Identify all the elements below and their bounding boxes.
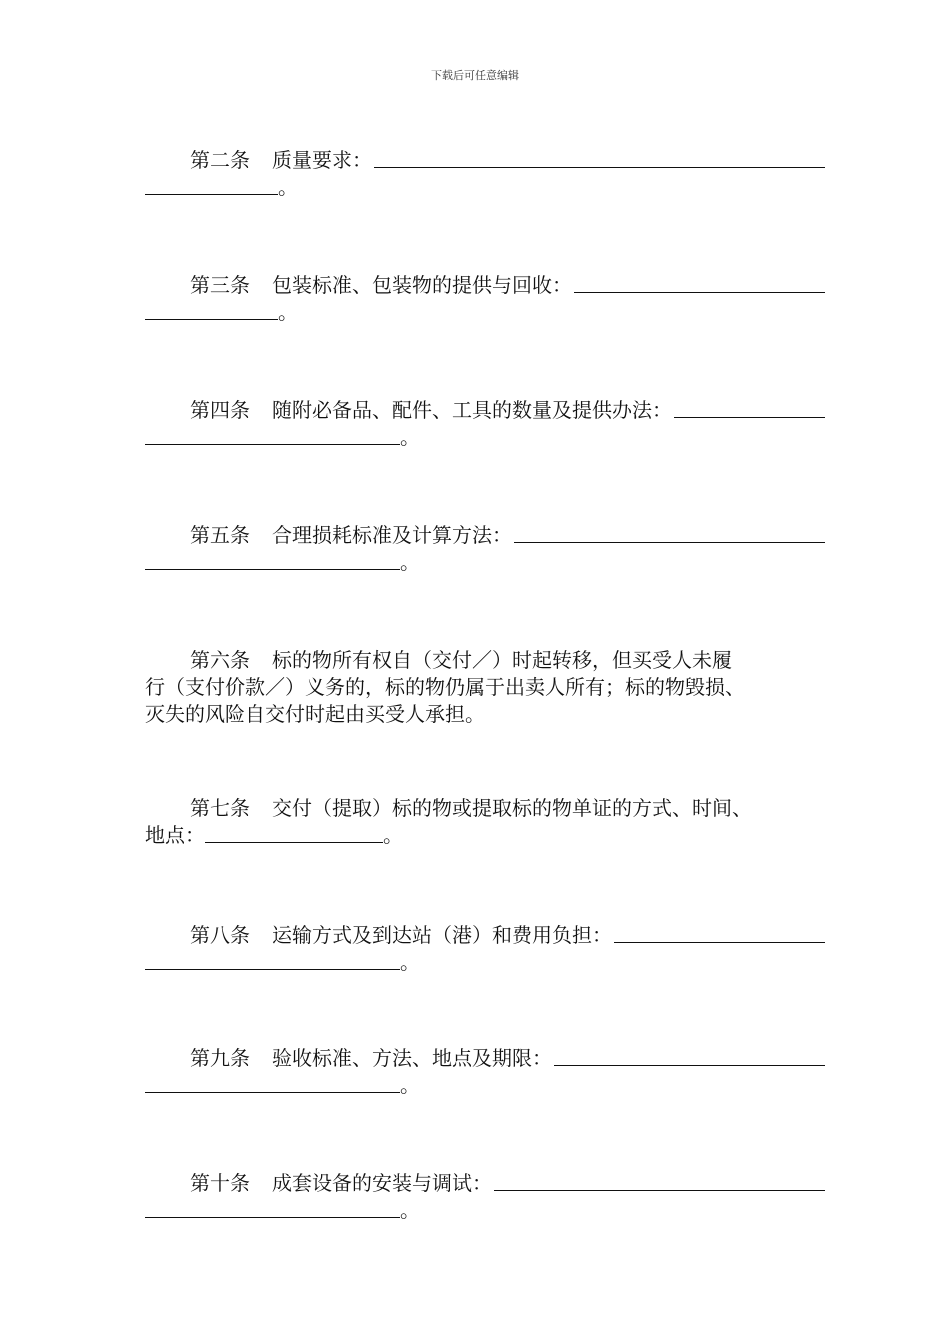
article-title: 随附必备品、配件、工具的数量及提供办法：	[272, 398, 672, 422]
fill-in-blank[interactable]	[145, 569, 400, 570]
article-number: 第四条	[190, 398, 250, 422]
end-mark: 。	[400, 1073, 420, 1097]
article-body: 行（支付价款／）义务的，标的物仍属于出卖人所有；标的物毁损、	[145, 675, 745, 699]
article-10	[145, 1170, 825, 1224]
fill-in-blank[interactable]	[145, 319, 278, 320]
article-5	[145, 522, 825, 576]
article-number: 第二条	[190, 148, 250, 172]
article-title: 成套设备的安装与调试：	[272, 1171, 492, 1195]
fill-in-blank[interactable]	[574, 292, 825, 293]
end-mark: 。	[400, 425, 420, 449]
article-title: 合理损耗标准及计算方法：	[272, 523, 512, 547]
fill-in-blank[interactable]	[554, 1065, 825, 1066]
fill-in-blank[interactable]	[145, 969, 400, 970]
article-number: 第五条	[190, 523, 250, 547]
end-mark: 。	[383, 823, 403, 847]
article-body: 灭失的风险自交付时起由买受人承担。	[145, 702, 485, 726]
fill-in-blank[interactable]	[514, 542, 825, 543]
fill-in-blank[interactable]	[145, 1092, 400, 1093]
end-mark: 。	[400, 1198, 420, 1222]
article-body: 交付（提取）标的物或提取标的物单证的方式、时间、	[272, 796, 752, 820]
fill-in-blank[interactable]	[494, 1190, 825, 1191]
article-2	[145, 147, 825, 201]
article-3	[145, 272, 825, 326]
end-mark: 。	[278, 300, 298, 324]
article-number: 第十条	[190, 1171, 250, 1195]
article-body: 地点：	[145, 823, 205, 847]
article-title: 运输方式及到达站（港）和费用负担：	[272, 923, 612, 947]
fill-in-blank[interactable]	[205, 842, 383, 843]
end-mark: 。	[278, 175, 298, 199]
article-6	[145, 647, 825, 728]
end-mark: 。	[400, 950, 420, 974]
fill-in-blank[interactable]	[145, 194, 278, 195]
article-9	[145, 1045, 825, 1099]
fill-in-blank[interactable]	[145, 1217, 400, 1218]
article-number: 第七条	[190, 796, 250, 820]
fill-in-blank[interactable]	[614, 942, 825, 943]
fill-in-blank[interactable]	[145, 444, 400, 445]
article-number: 第九条	[190, 1046, 250, 1070]
page-header: 下载后可任意编辑	[431, 69, 519, 82]
article-body: 标的物所有权自（交付／）时起转移，但买受人未履	[272, 648, 732, 672]
fill-in-blank[interactable]	[674, 417, 825, 418]
article-8	[145, 922, 825, 976]
article-title: 验收标准、方法、地点及期限：	[272, 1046, 552, 1070]
article-number: 第六条	[190, 648, 250, 672]
article-title: 质量要求：	[272, 148, 372, 172]
article-number: 第三条	[190, 273, 250, 297]
article-7	[145, 795, 825, 849]
end-mark: 。	[400, 550, 420, 574]
article-4	[145, 397, 825, 451]
fill-in-blank[interactable]	[374, 167, 825, 168]
article-number: 第八条	[190, 923, 250, 947]
article-title: 包装标准、包装物的提供与回收：	[272, 273, 572, 297]
